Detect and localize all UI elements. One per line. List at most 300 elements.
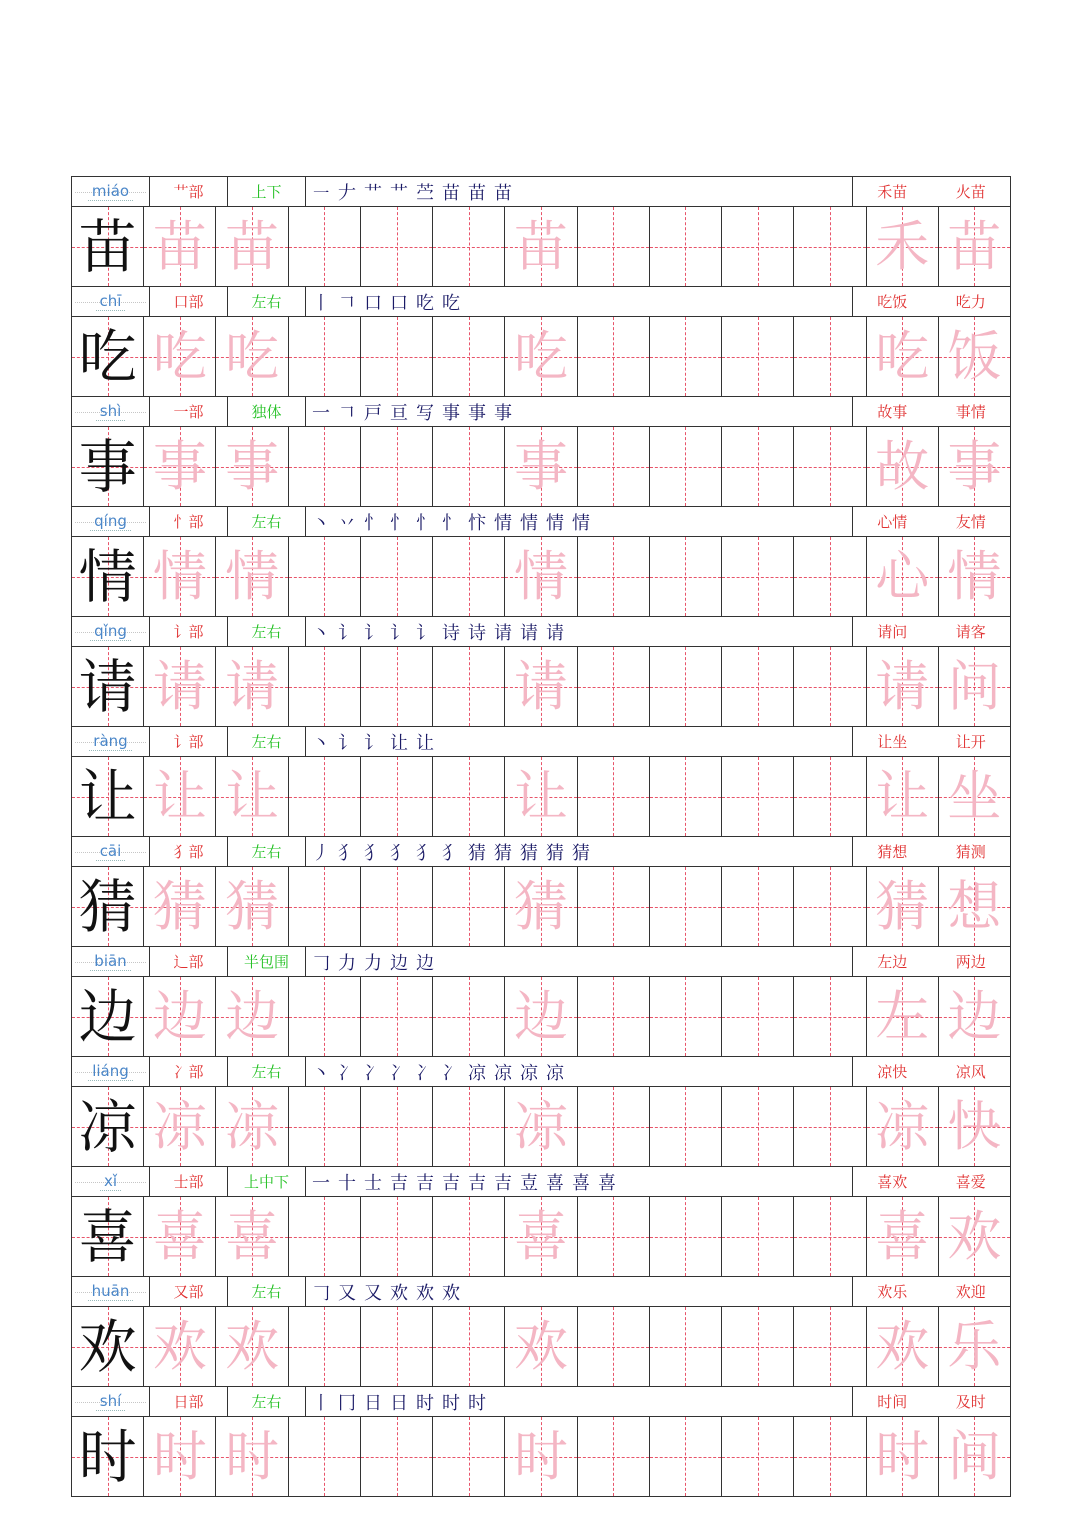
practice-cell[interactable] (650, 207, 722, 286)
practice-cell[interactable] (578, 867, 650, 946)
word-trace-character: 请 (875, 654, 930, 718)
model-character (72, 207, 144, 286)
trace-cell[interactable] (505, 1087, 577, 1166)
stroke-step: 丿 (312, 842, 330, 864)
stroke-step: 丨 (312, 1392, 330, 1414)
trace-cell[interactable] (144, 1087, 216, 1166)
trace-character: 事 (225, 434, 280, 498)
pinyin-text: xǐ (100, 1172, 121, 1191)
word-trace-character: 问 (947, 654, 1002, 718)
trace-character: 苗 (225, 214, 280, 278)
stroke-step: 时 (468, 1392, 486, 1414)
trace-cell[interactable] (216, 427, 288, 506)
example-word: 事情 (955, 403, 986, 421)
trace-cell[interactable] (505, 647, 577, 726)
practice-cell[interactable] (578, 1087, 650, 1166)
model-character-text: 事 (78, 432, 137, 501)
practice-cell[interactable] (722, 1307, 794, 1386)
pinyin-cell (72, 617, 150, 646)
stroke-step: 冂 (338, 1392, 356, 1414)
word-trace-cell[interactable] (867, 1417, 939, 1496)
word-trace-character: 间 (947, 1424, 1002, 1488)
practice-cell[interactable] (722, 647, 794, 726)
trace-character: 时 (152, 1424, 207, 1488)
trace-character: 喜 (152, 1204, 207, 1268)
practice-cell[interactable] (722, 757, 794, 836)
word-trace-character: 吃 (875, 324, 930, 388)
trace-cell[interactable] (505, 427, 577, 506)
word-trace-cell[interactable] (939, 317, 1011, 396)
word-trace-cell[interactable] (939, 537, 1011, 616)
word-trace-character: 让 (875, 764, 930, 828)
example-word: 友情 (955, 513, 986, 531)
practice-cell[interactable] (722, 207, 794, 286)
practice-cell[interactable] (433, 1307, 505, 1386)
model-character (72, 647, 144, 726)
practice-cell[interactable] (722, 1417, 794, 1496)
model-character-text: 边 (78, 982, 137, 1051)
radical-label: 艹部 (150, 177, 228, 206)
tracing-grid-row (72, 977, 1011, 1057)
stroke-step: 日 (364, 1392, 382, 1414)
trace-character: 猜 (514, 874, 569, 938)
word-trace-cell[interactable] (939, 1417, 1011, 1496)
word-trace-cell[interactable] (939, 867, 1011, 946)
practice-cell[interactable] (794, 207, 866, 286)
practice-cell[interactable] (433, 1087, 505, 1166)
example-word: 心情 (877, 513, 908, 531)
stroke-step: 喜 (598, 1172, 616, 1194)
practice-cell[interactable] (433, 427, 505, 506)
trace-cell[interactable] (144, 1307, 216, 1386)
word-trace-cell[interactable] (867, 647, 939, 726)
character-entry (72, 947, 1011, 1057)
stroke-step: 欢 (416, 1282, 434, 1304)
example-word: 喜欢 (877, 1173, 908, 1191)
practice-cell[interactable] (722, 977, 794, 1056)
trace-cell[interactable] (144, 427, 216, 506)
trace-cell[interactable] (144, 537, 216, 616)
word-trace-character: 坐 (947, 764, 1002, 828)
trace-cell[interactable] (216, 1197, 288, 1276)
word-trace-cell[interactable] (867, 757, 939, 836)
stroke-step: 吉 (442, 1172, 460, 1194)
trace-cell[interactable] (216, 757, 288, 836)
practice-cell[interactable] (361, 977, 433, 1056)
trace-cell[interactable] (505, 317, 577, 396)
trace-character: 请 (225, 654, 280, 718)
example-words (853, 727, 1011, 756)
word-trace-cell[interactable] (939, 1197, 1011, 1276)
practice-cell[interactable] (722, 867, 794, 946)
practice-cell[interactable] (361, 317, 433, 396)
stroke-order (306, 727, 853, 756)
practice-cell[interactable] (578, 977, 650, 1056)
practice-cell[interactable] (289, 1087, 361, 1166)
practice-cell[interactable] (578, 207, 650, 286)
stroke-order (306, 287, 853, 316)
stroke-step: 吉 (416, 1172, 434, 1194)
trace-character: 凉 (514, 1094, 569, 1158)
word-trace-character: 凉 (875, 1094, 930, 1158)
structure-label: 半包围 (228, 947, 306, 976)
character-entry (72, 1277, 1011, 1387)
tracing-grid-row (72, 207, 1011, 287)
stroke-step: 冫 (416, 1062, 434, 1084)
stroke-step: 犭 (364, 842, 382, 864)
practice-cell[interactable] (433, 867, 505, 946)
practice-cell[interactable] (722, 1087, 794, 1166)
stroke-step: 喜 (572, 1172, 590, 1194)
radical-label: 一部 (150, 397, 228, 426)
stroke-step: 忭 (468, 512, 486, 534)
stroke-step: 让 (390, 732, 408, 754)
info-row (72, 287, 1011, 317)
practice-cell[interactable] (722, 1197, 794, 1276)
practice-cell[interactable] (722, 537, 794, 616)
word-trace-character: 喜 (875, 1204, 930, 1268)
stroke-step: 苗 (442, 182, 460, 204)
character-entry (72, 1387, 1011, 1497)
practice-cell[interactable] (578, 647, 650, 726)
trace-cell[interactable] (505, 1197, 577, 1276)
stroke-step: 猜 (572, 842, 590, 864)
stroke-step: 苎 (416, 182, 434, 204)
pinyin-text: shì (96, 402, 126, 421)
practice-cell[interactable] (650, 1087, 722, 1166)
trace-cell[interactable] (144, 317, 216, 396)
practice-cell[interactable] (433, 207, 505, 286)
stroke-step: 忄 (416, 512, 434, 534)
trace-cell[interactable] (144, 757, 216, 836)
word-trace-cell[interactable] (939, 427, 1011, 506)
trace-character: 喜 (225, 1204, 280, 1268)
model-character (72, 1307, 144, 1386)
stroke-step: 讠 (338, 732, 356, 754)
word-trace-character: 事 (947, 434, 1002, 498)
practice-cell[interactable] (650, 757, 722, 836)
stroke-step: 事 (494, 402, 512, 424)
word-trace-cell[interactable] (867, 317, 939, 396)
stroke-step: 丶 (312, 732, 330, 754)
model-character (72, 317, 144, 396)
trace-cell[interactable] (505, 1417, 577, 1496)
practice-cell[interactable] (794, 977, 866, 1056)
trace-cell[interactable] (505, 1307, 577, 1386)
practice-cell[interactable] (650, 647, 722, 726)
info-row (72, 397, 1011, 427)
trace-cell[interactable] (216, 207, 288, 286)
practice-cell[interactable] (650, 1197, 722, 1276)
model-character-text: 让 (78, 762, 137, 831)
word-trace-cell[interactable] (867, 867, 939, 946)
word-trace-cell[interactable] (939, 1307, 1011, 1386)
model-character (72, 1197, 144, 1276)
trace-character: 欢 (514, 1314, 569, 1378)
stroke-step: 丶 (312, 512, 330, 534)
info-row (72, 947, 1011, 977)
trace-cell[interactable] (144, 647, 216, 726)
trace-character: 吃 (225, 324, 280, 388)
stroke-step: 猜 (546, 842, 564, 864)
practice-cell[interactable] (794, 1197, 866, 1276)
practice-cell[interactable] (578, 1197, 650, 1276)
trace-cell[interactable] (216, 1087, 288, 1166)
word-trace-cell[interactable] (939, 647, 1011, 726)
practice-cell[interactable] (433, 537, 505, 616)
stroke-order (306, 947, 853, 976)
stroke-step: 士 (364, 1172, 382, 1194)
practice-sheet (71, 176, 1011, 1497)
word-trace-character: 禾 (875, 214, 930, 278)
practice-cell[interactable] (361, 207, 433, 286)
trace-character: 欢 (152, 1314, 207, 1378)
stroke-step: 丷 (338, 512, 356, 534)
example-word: 吃力 (955, 293, 986, 311)
practice-cell[interactable] (578, 427, 650, 506)
practice-cell[interactable] (289, 977, 361, 1056)
practice-cell[interactable] (722, 427, 794, 506)
stroke-step: 𠂇 (338, 182, 356, 204)
pinyin-cell (72, 1167, 150, 1196)
practice-cell[interactable] (650, 427, 722, 506)
example-word: 凉快 (877, 1063, 908, 1081)
trace-cell[interactable] (505, 207, 577, 286)
practice-cell[interactable] (650, 537, 722, 616)
tracing-grid-row (72, 867, 1011, 947)
practice-cell[interactable] (794, 1417, 866, 1496)
practice-cell[interactable] (650, 1307, 722, 1386)
word-trace-cell[interactable] (939, 977, 1011, 1056)
trace-cell[interactable] (505, 537, 577, 616)
practice-cell[interactable] (289, 427, 361, 506)
stroke-step: 凉 (520, 1062, 538, 1084)
practice-cell[interactable] (650, 1417, 722, 1496)
practice-cell[interactable] (289, 537, 361, 616)
example-words (853, 1277, 1011, 1306)
trace-character: 苗 (514, 214, 569, 278)
stroke-step: 情 (494, 512, 512, 534)
stroke-step: 一 (312, 402, 330, 424)
stroke-step: 情 (546, 512, 564, 534)
word-trace-character: 苗 (947, 214, 1002, 278)
trace-cell[interactable] (216, 1417, 288, 1496)
pinyin-cell (72, 287, 150, 316)
word-trace-cell[interactable] (867, 1087, 939, 1166)
practice-cell[interactable] (361, 1307, 433, 1386)
stroke-order (306, 837, 853, 866)
example-words (853, 947, 1011, 976)
trace-cell[interactable] (144, 977, 216, 1056)
trace-cell[interactable] (144, 1197, 216, 1276)
practice-cell[interactable] (361, 757, 433, 836)
trace-cell[interactable] (216, 1307, 288, 1386)
trace-cell[interactable] (216, 977, 288, 1056)
trace-character: 时 (225, 1424, 280, 1488)
pinyin-text: huān (88, 1282, 134, 1301)
practice-cell[interactable] (361, 647, 433, 726)
stroke-step: 猜 (468, 842, 486, 864)
trace-character: 事 (514, 434, 569, 498)
practice-cell[interactable] (433, 977, 505, 1056)
stroke-step: 边 (390, 952, 408, 974)
character-entry (72, 837, 1011, 947)
trace-cell[interactable] (216, 867, 288, 946)
stroke-step: 口 (364, 292, 382, 314)
practice-cell[interactable] (794, 647, 866, 726)
info-row (72, 617, 1011, 647)
trace-cell[interactable] (216, 317, 288, 396)
practice-cell[interactable] (650, 317, 722, 396)
practice-cell[interactable] (433, 317, 505, 396)
word-trace-character: 乐 (947, 1314, 1002, 1378)
practice-cell[interactable] (433, 1197, 505, 1276)
trace-cell[interactable] (144, 207, 216, 286)
stroke-order (306, 177, 853, 206)
practice-cell[interactable] (433, 647, 505, 726)
stroke-step: 冫 (364, 1062, 382, 1084)
practice-cell[interactable] (578, 757, 650, 836)
trace-character: 欢 (225, 1314, 280, 1378)
practice-cell[interactable] (578, 1417, 650, 1496)
trace-cell[interactable] (144, 1417, 216, 1496)
trace-character: 边 (514, 984, 569, 1048)
trace-character: 让 (514, 764, 569, 828)
practice-cell[interactable] (722, 317, 794, 396)
trace-cell[interactable] (505, 977, 577, 1056)
info-row (72, 1057, 1011, 1087)
stroke-step: 欢 (390, 1282, 408, 1304)
practice-cell[interactable] (361, 537, 433, 616)
model-character (72, 867, 144, 946)
trace-character: 猜 (152, 874, 207, 938)
practice-cell[interactable] (289, 1197, 361, 1276)
word-trace-cell[interactable] (867, 1197, 939, 1276)
stroke-step: 凉 (546, 1062, 564, 1084)
radical-label: 讠部 (150, 727, 228, 756)
pinyin-text: qíng (90, 512, 131, 531)
pinyin-text: qǐng (90, 622, 131, 641)
stroke-step: 吉 (494, 1172, 512, 1194)
stroke-step: 犭 (390, 842, 408, 864)
stroke-step: 口 (390, 292, 408, 314)
stroke-step: 日 (390, 1392, 408, 1414)
trace-character: 喜 (514, 1204, 569, 1268)
practice-cell[interactable] (794, 867, 866, 946)
trace-character: 情 (225, 544, 280, 608)
practice-cell[interactable] (794, 537, 866, 616)
word-trace-cell[interactable] (867, 427, 939, 506)
stroke-step: 时 (442, 1392, 460, 1414)
practice-cell[interactable] (289, 207, 361, 286)
practice-cell[interactable] (289, 647, 361, 726)
example-words (853, 1057, 1011, 1086)
model-character (72, 537, 144, 616)
trace-character: 凉 (152, 1094, 207, 1158)
practice-cell[interactable] (289, 757, 361, 836)
example-word: 猜想 (877, 843, 908, 861)
word-trace-cell[interactable] (867, 1307, 939, 1386)
practice-cell[interactable] (361, 867, 433, 946)
word-trace-character: 左 (875, 984, 930, 1048)
practice-cell[interactable] (578, 317, 650, 396)
practice-cell[interactable] (578, 1307, 650, 1386)
practice-cell[interactable] (650, 867, 722, 946)
stroke-step: 忄 (442, 512, 460, 534)
stroke-step: 写 (416, 402, 434, 424)
stroke-step: 凉 (494, 1062, 512, 1084)
trace-cell[interactable] (216, 537, 288, 616)
trace-cell[interactable] (505, 867, 577, 946)
practice-cell[interactable] (433, 757, 505, 836)
trace-cell[interactable] (216, 647, 288, 726)
stroke-step: 冫 (442, 1062, 460, 1084)
practice-cell[interactable] (433, 1417, 505, 1496)
practice-cell[interactable] (361, 1197, 433, 1276)
practice-cell[interactable] (361, 427, 433, 506)
stroke-step: 喜 (546, 1172, 564, 1194)
word-trace-character: 故 (875, 434, 930, 498)
practice-cell[interactable] (794, 757, 866, 836)
word-trace-character: 想 (947, 874, 1002, 938)
info-row (72, 507, 1011, 537)
stroke-step: 犭 (338, 842, 356, 864)
pinyin-text: ràng (89, 732, 131, 751)
practice-cell[interactable] (578, 537, 650, 616)
trace-character: 苗 (152, 214, 207, 278)
tracing-grid-row (72, 1417, 1011, 1497)
stroke-step: 时 (416, 1392, 434, 1414)
example-words (853, 617, 1011, 646)
word-trace-cell[interactable] (939, 1087, 1011, 1166)
stroke-step: 吉 (468, 1172, 486, 1194)
practice-cell[interactable] (361, 1087, 433, 1166)
example-words (853, 397, 1011, 426)
stroke-step: 丶 (312, 1062, 330, 1084)
stroke-step: 艹 (364, 182, 382, 204)
word-trace-cell[interactable] (939, 207, 1011, 286)
practice-cell[interactable] (289, 1307, 361, 1386)
pinyin-text: miáo (88, 182, 133, 201)
practice-cell[interactable] (794, 427, 866, 506)
word-trace-cell[interactable] (867, 537, 939, 616)
practice-cell[interactable] (289, 867, 361, 946)
stroke-step: 又 (364, 1282, 382, 1304)
trace-character: 凉 (225, 1094, 280, 1158)
stroke-step: 请 (520, 622, 538, 644)
practice-cell[interactable] (289, 317, 361, 396)
practice-cell[interactable] (289, 1417, 361, 1496)
practice-cell[interactable] (650, 977, 722, 1056)
trace-cell[interactable] (144, 867, 216, 946)
practice-cell[interactable] (794, 1087, 866, 1166)
trace-character: 请 (152, 654, 207, 718)
structure-label: 左右 (228, 287, 306, 316)
word-trace-cell[interactable] (867, 207, 939, 286)
word-trace-cell[interactable] (939, 757, 1011, 836)
word-trace-cell[interactable] (867, 977, 939, 1056)
example-words (853, 1387, 1011, 1416)
example-word: 吃饭 (877, 293, 908, 311)
stroke-step: 情 (520, 512, 538, 534)
practice-cell[interactable] (794, 317, 866, 396)
practice-cell[interactable] (361, 1417, 433, 1496)
practice-cell[interactable] (794, 1307, 866, 1386)
structure-label: 左右 (228, 507, 306, 536)
structure-label: 左右 (228, 1387, 306, 1416)
stroke-step: 艹 (390, 182, 408, 204)
trace-cell[interactable] (505, 757, 577, 836)
